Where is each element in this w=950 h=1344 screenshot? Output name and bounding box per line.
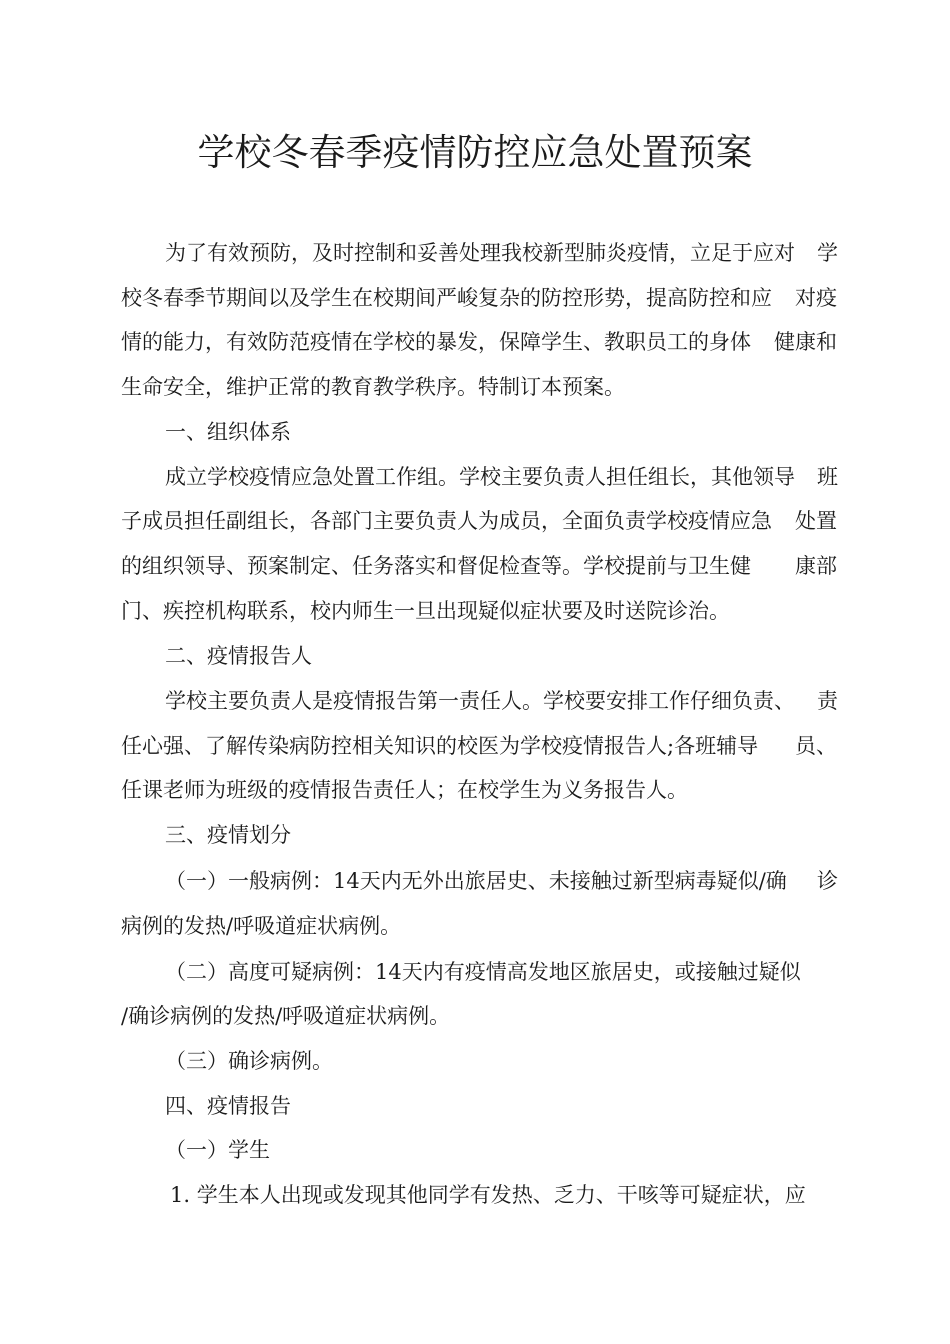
text-segment: 门、疾控机构联系，校内师生一旦出现疑似症状要及时送院诊治。 <box>121 599 730 623</box>
text-segment: 为了有效预防，及时控制和妥善处理我校新型肺炎疫情，立足于应对 <box>165 241 795 265</box>
text-segment: 生命安全，维护正常的教育教学秩序。特制订本预案。 <box>121 375 625 399</box>
text-segment: /确诊病例的发热/呼吸道症状病例。 <box>121 1004 451 1028</box>
text-segment: 1. 学生本人出现或发现其他同学有发热、乏力、干咳等可疑症状，应 <box>170 1183 806 1207</box>
text-segment: 班 <box>817 465 838 489</box>
text-segment: 康部 <box>795 554 837 578</box>
text-segment: 处置 <box>795 509 837 533</box>
text-segment: 责 <box>817 689 838 713</box>
text-segment: 员、 <box>795 734 837 758</box>
text-segment: 任心强、了解传染病防控相关知识的校医为学校疫情报告人;各班辅导 <box>121 734 759 758</box>
text-segment: （二）高度可疑病例：14天内有疫情高发地区旅居史，或接触过疑似 <box>165 960 801 984</box>
text-segment: （三）确诊病例。 <box>165 1049 333 1073</box>
text-segment: （一）学生 <box>165 1138 270 1162</box>
heading-text: 二、疫情报告人 <box>165 644 312 668</box>
document-title: 学校冬春季疫情防控应急处置预案 <box>197 131 753 174</box>
text-segment: 的组织领导、预案制定、任务落实和督促检查等。学校提前与卫生健 <box>121 554 751 578</box>
text-segment: 学校主要负责人是疫情报告第一责任人。学校要安排工作仔细负责、 <box>165 689 795 713</box>
text-segment: 诊 <box>817 869 838 893</box>
text-segment: 子成员担任副组长，各部门主要负责人为成员，全面负责学校疫情应急 <box>121 509 772 533</box>
text-segment: 成立学校疫情应急处置工作组。学校主要负责人担任组长，其他领导 <box>165 465 795 489</box>
text-segment: 病例的发热/呼吸道症状病例。 <box>121 914 402 938</box>
heading-text: 三、疫情划分 <box>165 823 291 847</box>
text-segment: 健康和 <box>774 330 837 354</box>
text-segment: 对疫 <box>795 286 837 310</box>
heading-text: 四、疫情报告 <box>165 1094 291 1118</box>
text-segment: 任课老师为班级的疫情报告责任人；在校学生为义务报告人。 <box>121 778 688 802</box>
heading-text: 一、组织体系 <box>165 420 291 444</box>
text-segment: （一）一般病例：14天内无外出旅居史、未接触过新型病毒疑似/确 <box>165 869 787 893</box>
text-segment: 学 <box>817 241 838 265</box>
text-segment: 情的能力，有效防范疫情在学校的暴发，保障学生、教职员工的身体 <box>121 330 751 354</box>
text-segment: 校冬春季节期间以及学生在校期间严峻复杂的防控形势，提高防控和应 <box>121 286 772 310</box>
